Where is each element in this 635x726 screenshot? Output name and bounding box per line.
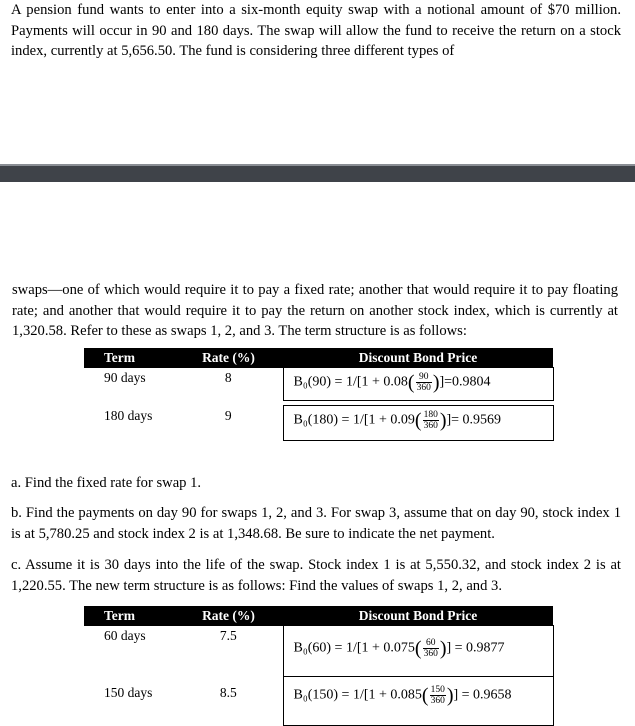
table-row	[84, 406, 553, 441]
formula-lhs: B₀(150) = 1/[1 + 0.085	[293, 687, 422, 703]
header-term: Term	[84, 348, 174, 368]
fraction-denominator: 360	[430, 696, 445, 706]
fraction-denominator: 360	[416, 383, 431, 393]
table-row	[84, 368, 553, 401]
formula-rhs: ] = 0.9658	[453, 687, 512, 703]
price-cell: B₀(90) = 1/[1 + 0.08( $\frac{90}{360}$ )]=0.9804	[283, 368, 553, 401]
table-header-row	[84, 348, 553, 368]
fraction-denominator: 360	[423, 649, 438, 659]
price-cell: B₀(60) = 1/[1 + 0.075( $\frac{60}{360}$ )] = 0.9877	[283, 626, 553, 677]
term-cell: 150 days	[104, 684, 153, 700]
header-discount-price: Discount Bond Price	[283, 606, 553, 626]
question-b: b. Find the payments on day 90 for swaps 1, 2, and 3. For swap 3, assume that on day 90, stock index 1 is at 5,780.25 and stock index 2 is at 1,348.68. Be sure to indicate the net payment.	[11, 505, 621, 542]
formula-lhs: B₀(60) = 1/[1 + 0.075	[293, 640, 415, 656]
price-cell: B₀(150) = 1/[1 + 0.085( $\frac{150}{360}$ )] = 0.9658	[283, 677, 553, 726]
fraction	[423, 410, 439, 431]
header-term: Term	[84, 606, 174, 626]
swaps-paragraph: swaps—one of which would require it to pay a fixed rate; another that would require it to pay floating rate; and another that would require it to pay the return on another stock index, which is currently at 1,320.58. Refer to these as swaps 1, 2, and 3. The term structure is as follows:	[12, 282, 618, 339]
term-cell: 180 days	[104, 407, 153, 423]
formula-rhs: ]=0.9804	[439, 374, 491, 390]
header-rate: Rate (%)	[174, 606, 283, 626]
term-structure-table-1	[84, 348, 554, 441]
fraction-numerator: 90	[416, 372, 432, 383]
question-c: c. Assume it is 30 days into the life of the swap. Stock index 1 is at 5,550.32, and stock index 2 is at 1,220.55. The new term structure is as follows: Find the values of swaps 1, 2, and 3.	[11, 557, 621, 594]
header-rate: Rate (%)	[174, 348, 283, 368]
formula-rhs: ] = 0.9877	[446, 640, 505, 656]
fraction-numerator: 60	[423, 638, 439, 649]
fraction-numerator: 180	[423, 410, 438, 420]
fraction	[423, 638, 439, 659]
table-header-row	[84, 606, 553, 626]
price-cell: B₀(180) = 1/[1 + 0.09( $\frac{180}{360}$ )]= 0.9569	[283, 406, 553, 441]
table-row	[84, 626, 553, 677]
fraction-numerator: 150	[430, 685, 445, 695]
intro-paragraph: A pension fund wants to enter into a six-month equity swap with a notional amount of $70 million. Payments will occur in 90 and 180 days. The swap will allow the fund to receive the return on a stock index, currently at 5,656.50. The fund is considering three different types of	[11, 2, 621, 59]
formula-rhs: ]= 0.9569	[446, 412, 502, 428]
rate-cell: 8.5	[219, 684, 237, 700]
rate-cell: 9	[224, 407, 232, 423]
header-discount-price: Discount Bond Price	[283, 348, 553, 368]
formula-lhs: B₀(180) = 1/[1 + 0.09	[293, 412, 415, 428]
rate-cell: 8	[224, 369, 232, 385]
fraction	[430, 685, 446, 706]
table-row	[84, 677, 553, 726]
fraction	[416, 372, 432, 393]
term-cell: 60 days	[104, 627, 146, 643]
fraction-denominator: 360	[423, 421, 438, 431]
formula-lhs: B₀(90) = 1/[1 + 0.08	[293, 374, 408, 390]
term-structure-table-2	[84, 606, 554, 726]
rate-cell: 7.5	[219, 627, 237, 643]
term-cell: 90 days	[104, 369, 146, 385]
question-a: a. Find the fixed rate for swap 1.	[11, 475, 202, 491]
divider-bar	[0, 166, 635, 182]
